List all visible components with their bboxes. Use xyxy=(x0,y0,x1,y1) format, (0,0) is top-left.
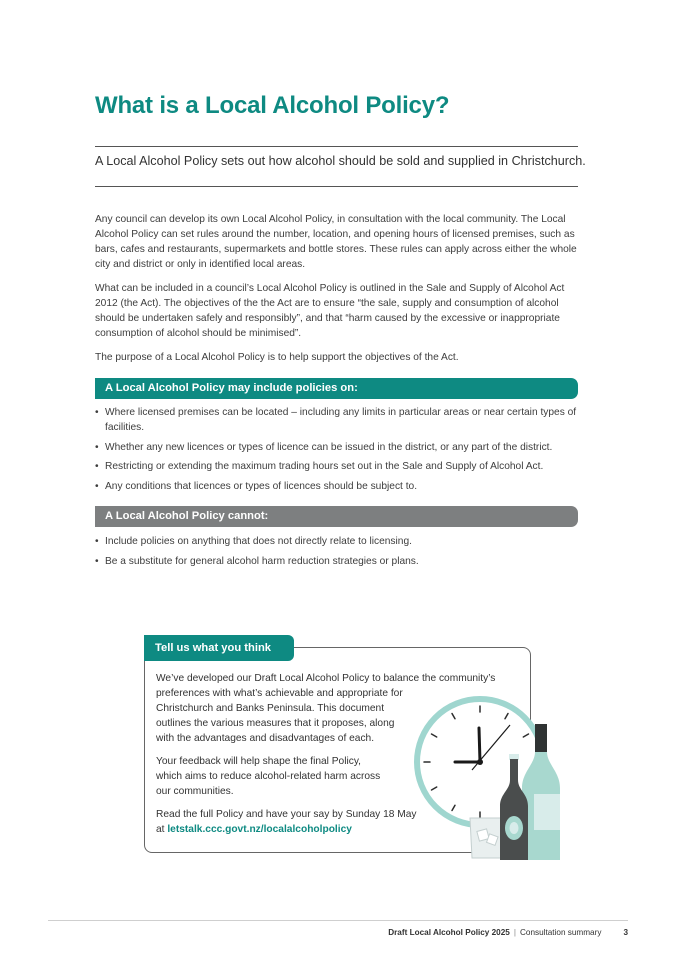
cannot-heading: A Local Alcohol Policy cannot: xyxy=(95,506,578,527)
list-item: • Where licensed premises can be located – including any limits in particular areas or near certain types of facilities. xyxy=(95,405,581,435)
glass-illustration xyxy=(470,818,504,858)
list-item: • Include policies on anything that does not directly relate to licensing. xyxy=(95,534,581,549)
may-include-list xyxy=(95,405,581,498)
policy-link[interactable]: letstalk.ccc.govt.nz/localalcoholpolicy xyxy=(167,824,352,835)
footer-document-title: Draft Local Alcohol Policy 2025 xyxy=(388,928,510,937)
paragraph-text: What can be included in a council’s Local Alcohol Policy is outlined in the Sale and Supply of Alcohol Act 2012 (the Act). The objectives of the the Act are to ensure “the sale, supply and consumption of alcohol should be undertaken safely and responsibly”, and that “harm caused by the excessive or inappropriate consumption of alcohol should be minimised”. xyxy=(95,283,565,339)
purpose-paragraph xyxy=(95,350,581,365)
cannot-list xyxy=(95,534,581,573)
list-item: • Restricting or extending the maximum trading hours set out in the Sale and Supply of Alcohol Act. xyxy=(95,459,581,474)
intro-paragraph xyxy=(95,212,581,272)
footer-section: Consultation summary xyxy=(519,928,602,937)
clock-and-bottles-illustration xyxy=(410,690,570,865)
paragraph-text: Any council can develop its own Local Alcohol Policy, in consultation with the local community. The Local Alcohol Policy can set rules around the number, location, and opening hours of licensed premises, such as bars, cafes and restaurants, supermarkets and bottle stores. These rules can apply across either the whole city and district or only in identified local areas. xyxy=(95,214,577,270)
divider-top xyxy=(95,146,578,147)
list-item: • Any conditions that licences or types of licences should be subject to. xyxy=(95,479,581,494)
callout-paragraph-1: We’ve developed our Draft Local Alcohol Policy to balance the community’s preferences with what’s achievable and appropriate for Christchurch and Banks Peninsula. This document outlines the various measures that it proposes, along with the advantages and disadvantages of each. xyxy=(156,673,496,744)
list-item: • Be a substitute for general alcohol harm reduction strategies or plans. xyxy=(95,554,581,569)
footer-divider xyxy=(48,920,628,921)
may-include-heading: A Local Alcohol Policy may include policies on: xyxy=(95,378,578,399)
divider-bottom xyxy=(95,186,578,187)
act-paragraph xyxy=(95,281,581,341)
callout-paragraph-3: Read the full Policy and have your say by Sunday 18 May at letstalk.ccc.govt.nz/localalcoholpolicy xyxy=(156,809,417,835)
paragraph-text: The purpose of a Local Alcohol Policy is to help support the objectives of the Act. xyxy=(95,352,459,363)
page-footer xyxy=(388,928,628,937)
page-title: What is a Local Alcohol Policy? xyxy=(95,92,450,119)
callout-paragraph-2: Your feedback will help shape the final Policy, which aims to reduce alcohol-related harm across our communities. xyxy=(156,756,381,797)
lead-statement: A Local Alcohol Policy sets out how alcohol should be sold and supplied in Christchurch. xyxy=(95,154,586,168)
callout-heading: Tell us what you think xyxy=(144,635,294,661)
list-item: • Whether any new licences or types of licence can be issued in the district, or any part of the district. xyxy=(95,440,581,455)
footer-separator: | xyxy=(513,928,516,937)
page-number: 3 xyxy=(623,928,628,937)
